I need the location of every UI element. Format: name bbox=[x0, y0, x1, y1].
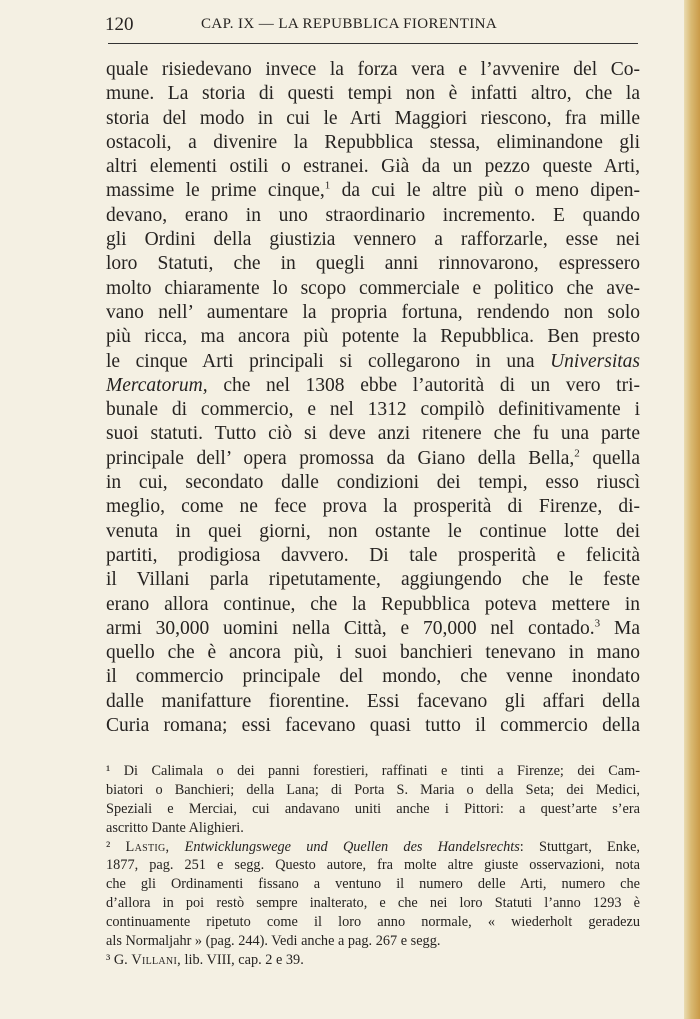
text-line: vano nell’ aumentare la propria fortuna, rendendo non solo bbox=[106, 301, 640, 323]
text-line: quello che è ancora più, i suoi banchieri tenevano in mano bbox=[106, 642, 640, 664]
text-line bbox=[106, 179, 640, 203]
italic-term: Universitas bbox=[550, 350, 640, 372]
page-edge-shadow bbox=[684, 0, 700, 1019]
text-line: suoi statuti. Tutto ciò si deve anzi ritenere che fu una parte bbox=[106, 423, 640, 445]
header-rule bbox=[108, 43, 638, 44]
footnote-line: 1877, pag. 251 e segg. Questo autore, fra molte altre giuste osservazioni, nota bbox=[106, 857, 640, 874]
text-line: più ricca, ma ancora più potente la Repubblica. Ben presto bbox=[106, 326, 640, 348]
text-line: storia del modo in cui le Arti Maggiori riescono, fra mille bbox=[106, 107, 640, 129]
text-line bbox=[106, 350, 640, 374]
text-segment: Ma bbox=[600, 617, 640, 639]
text-line: in cui, secondato dalle condizioni dei tempi, esso riuscì bbox=[106, 472, 640, 494]
text-line: Curia romana; essi facevano quasi tutto il commercio della bbox=[106, 715, 640, 737]
text-line: dalle manifatture fiorentine. Essi facevano gli affari della bbox=[106, 690, 640, 712]
text-segment: : Stuttgart, Enke, bbox=[519, 838, 641, 855]
text-line: venuta in quei giorni, non ostante le continue lotte dei bbox=[106, 520, 640, 542]
text-line: mune. La storia di questi tempi non è infatti altro, che la bbox=[106, 83, 640, 105]
text-line: devano, erano in uno straordinario incremento. E quando bbox=[106, 204, 640, 226]
footnote-line: als Normaljahr » (pag. 244). Vedi anche a pag. 267 e segg. bbox=[106, 933, 441, 950]
footnote-line: continuamente ripetuto come il loro anno normale, « wiederholt geradezu bbox=[106, 914, 640, 931]
footnote-line: ¹ Di Calimala o dei panni forestieri, raffinati e tinti a Firenze; dei Cam- bbox=[106, 763, 640, 779]
footnote-ref: 3 bbox=[594, 617, 601, 630]
text-line: ostacoli, a divenire la Repubblica stessa, eliminandone gli bbox=[106, 131, 640, 153]
page-number: 120 bbox=[105, 14, 134, 35]
text-line: meglio, come ne fece prova la prosperità di Firenze, di- bbox=[106, 496, 640, 518]
text-segment: che nel 1308 ebbe l’autorità di un vero tri- bbox=[207, 374, 640, 396]
footnote-author: Villani, bbox=[131, 951, 181, 968]
text-line: quale risiedevano invece la forza vera e l’avvenire del Co- bbox=[106, 59, 640, 80]
text-line: erano allora continue, che la Repubblica poteva mettere in bbox=[106, 593, 640, 615]
italic-term: Mercatorum, bbox=[106, 374, 208, 396]
footnote-line bbox=[106, 838, 640, 857]
footnote-line bbox=[106, 951, 640, 970]
text-segment: le cinque Arti principali si collegarono in una bbox=[106, 350, 551, 372]
text-line: bunale di commercio, e nel 1312 compilò definitivamente i bbox=[106, 399, 640, 421]
text-line: partiti, prodigiosa davvero. Di tale prosperità e felicità bbox=[106, 544, 640, 566]
text-line: loro Statuti, che in quegli anni rinnovarono, espressero bbox=[106, 253, 640, 275]
footnote-line: che gli Ordinamenti fissano a ventuno il numero delle Arti, numero che bbox=[106, 876, 640, 893]
text-line bbox=[106, 617, 640, 641]
footnote-line: biatori o Banchieri; della Lana; di Porta S. Maria o della Seta; dei Medici, bbox=[106, 781, 640, 798]
footnote-line: ascritto Dante Alighieri. bbox=[106, 819, 244, 836]
footnote-author: Lastig, bbox=[125, 838, 170, 855]
footnotes bbox=[106, 762, 640, 970]
footnote-number: ² bbox=[106, 838, 126, 855]
footnote-line: Speziali e Merciai, cui andavano uniti anche i Pittori: a quest’arte s’era bbox=[106, 800, 640, 817]
text-segment: principale dell’ opera promossa da Giano della Bella, bbox=[106, 447, 575, 469]
text-line bbox=[106, 374, 640, 398]
text-segment: lib. VIII, cap. 2 e 39. bbox=[180, 951, 304, 968]
text-line bbox=[106, 447, 640, 471]
text-segment: da cui le altre più o meno dipen- bbox=[330, 180, 641, 202]
text-line: il Villani parla ripetutamente, aggiungendo che le feste bbox=[106, 569, 640, 591]
text-line: altri elementi ostili o estranei. Già da un pezzo queste Arti, bbox=[106, 156, 640, 178]
text-segment: quella bbox=[579, 447, 640, 469]
running-head: CAP. IX — LA REPUBBLICA FIORENTINA bbox=[201, 16, 498, 32]
page-header bbox=[105, 12, 639, 40]
footnote-line: d’allora in poi restò sempre inalterato, e che nei loro Statuti l’anno 1293 è bbox=[106, 895, 640, 912]
main-text bbox=[106, 58, 640, 738]
text-line: molto chiaramente lo scopo commerciale e politico che ave- bbox=[106, 277, 640, 299]
footnote-ref: 2 bbox=[574, 447, 580, 460]
text-segment: armi 30,000 uomini nella Città, e 70,000 nel contado. bbox=[106, 617, 595, 639]
footnote-ref: 1 bbox=[324, 179, 331, 192]
text-line: gli Ordini della giustizia vennero a rafforzarle, esse nei bbox=[106, 229, 640, 251]
text-segment: massime le prime cinque, bbox=[106, 180, 325, 202]
footnote-title: Entwicklungswege und Quellen des Handelsrechts bbox=[169, 838, 520, 855]
text-line: il commercio principale del mondo, che venne inondato bbox=[106, 666, 640, 688]
footnote-number: ³ G. bbox=[106, 951, 132, 968]
